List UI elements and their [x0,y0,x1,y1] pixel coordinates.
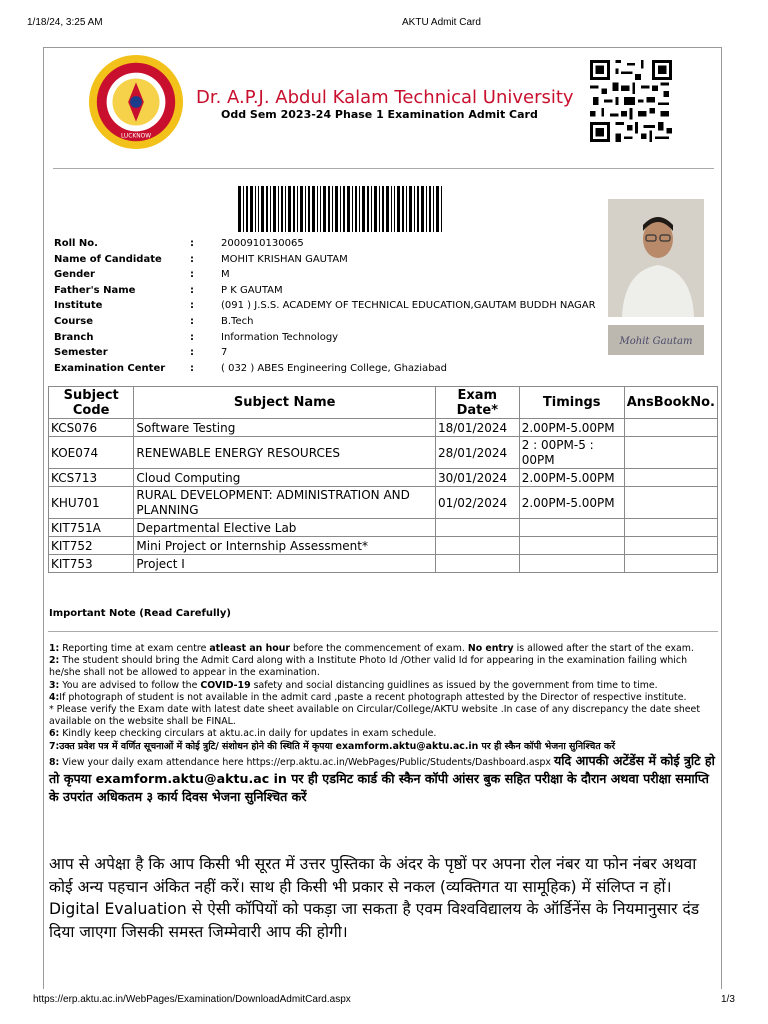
header-divider [53,168,714,169]
print-datetime: 1/18/24, 3:25 AM [27,17,103,28]
table-row: KIT752 Mini Project or Internship Assessment* [49,537,718,555]
print-page-number: 1/3 [721,994,735,1005]
note-4: 4:If photograph of student is not available in the admit card ,paste a recent photograph attested by the Director of respective institute. [49,691,687,703]
table-row: KCS713 Cloud Computing 30/01/2024 2.00PM-5.00PM [49,469,718,487]
note-2: 2: The student should bring the Admit Card along with a Institute Photo Id /Other valid Id for appearing in the examination failing which he/she shall not be allowed to appear in the examination. [49,655,688,679]
university-logo [87,53,185,151]
admit-card-subtitle: Odd Sem 2023-24 Phase 1 Examination Admit Card [221,108,538,121]
header-timings: Timings [519,387,624,419]
header-ansbook: AnsBookNo. [624,387,717,419]
table-row: KOE074 RENEWABLE ENERGY RESOURCES 28/01/2024 2 : 00PM-5 : 00PM [49,437,718,469]
header-subject-code: Subject Code [49,387,134,419]
table-row: KCS076 Software Testing 18/01/2024 2.00PM-5.00PM [49,419,718,437]
qr-code [590,60,672,142]
hindi-instruction-paragraph: आप से अपेक्षा है कि आप किसी भी सूरत में उत्तर पुस्तिका के अंदर के पृष्ठों पर अपना रोल नंबर या फोन नंबर अथवा कोई अन्य पहचान अंकित नहीं करें। साथ ही किसी भी प्रकार से नकल (व्यक्तिगत या सामूहिक) में संलिप्त न हों। Digital Evaluation से ऐसी कॉपियों को पकड़ा जा सकता है एवम विश्वविद्यालय के ऑर्डिनेंस के नियमानुसार दंड दिया जाएगा जिसकी समस्त जिम्मेवारी आप की होगी। [49,855,700,941]
header-subject-name: Subject Name [134,387,436,419]
print-url: https://erp.aktu.ac.in/WebPages/Examination/DownloadAdmitCard.aspx [33,994,351,1005]
notes-divider [48,631,718,632]
table-header-row [49,387,718,419]
note-3: 3: You are advised to follow the COVID-19 safety and social distancing guidlines as issued by the government from time to time. [49,679,658,691]
header-exam-date: Exam Date* [435,387,519,419]
note-8: 8: View your daily exam attendance here https://erp.aktu.ac.in/WebPages/Public/Students/Dashboard.aspx यदि आपकी अटेंडेंस में कोई त्रुटि हो तो कृपया examform.aktu@aktu.ac in पर ही एडमिट कार्ड की स्कैन कॉपी आंसर बुक सहित परीक्षा के दौरान अथवा परीक्षा समाप्ति के उपरांत अधिकतम ३ कार्य दिवस भेजना सुनिश्चित करें [49,752,715,804]
table-row: KIT753 Project I [49,555,718,573]
svg-text:Mohit Gautam: Mohit Gautam [619,336,693,347]
table-row: KHU701 RURAL DEVELOPMENT: ADMINISTRATION AND PLANNING 01/02/2024 2.00PM-5.00PM [49,487,718,519]
note-5: * Please verify the Exam date with latest date sheet available on Circular/College/AKTU website .In case of any discrepancy the date sheet available on the website shall be FINAL. [49,704,700,728]
svg-text:LUCKNOW: LUCKNOW [120,133,152,140]
note-1: 1: Reporting time at exam centre atleast an hour before the commencement of exam. No entry is allowed after the start of the exam. [49,643,694,654]
roll-barcode [238,186,442,232]
candidate-photo [608,199,704,317]
note-6: 6: Kindly keep checking circulars at aktu.ac.in daily for updates in exam schedule. [49,728,437,740]
table-row: KIT751A Departmental Elective Lab [49,519,718,537]
university-name: Dr. A.P.J. Abdul Kalam Technical University [196,87,574,108]
subject-table [48,386,718,573]
important-note-title: Important Note (Read Carefully) [49,608,231,619]
print-page-title: AKTU Admit Card [402,17,481,28]
note-7: 7:उक्त प्रवेश पत्र में वर्णित सूचनाओं में कोई त्रुटि/ संशोधन होने की स्थिति में कृपया examform.aktu@aktu.ac.in पर ही स्कैन कॉपी भेजना सुनिश्चित करें [49,740,616,752]
important-notes [49,643,717,807]
candidate-signature [608,325,704,355]
